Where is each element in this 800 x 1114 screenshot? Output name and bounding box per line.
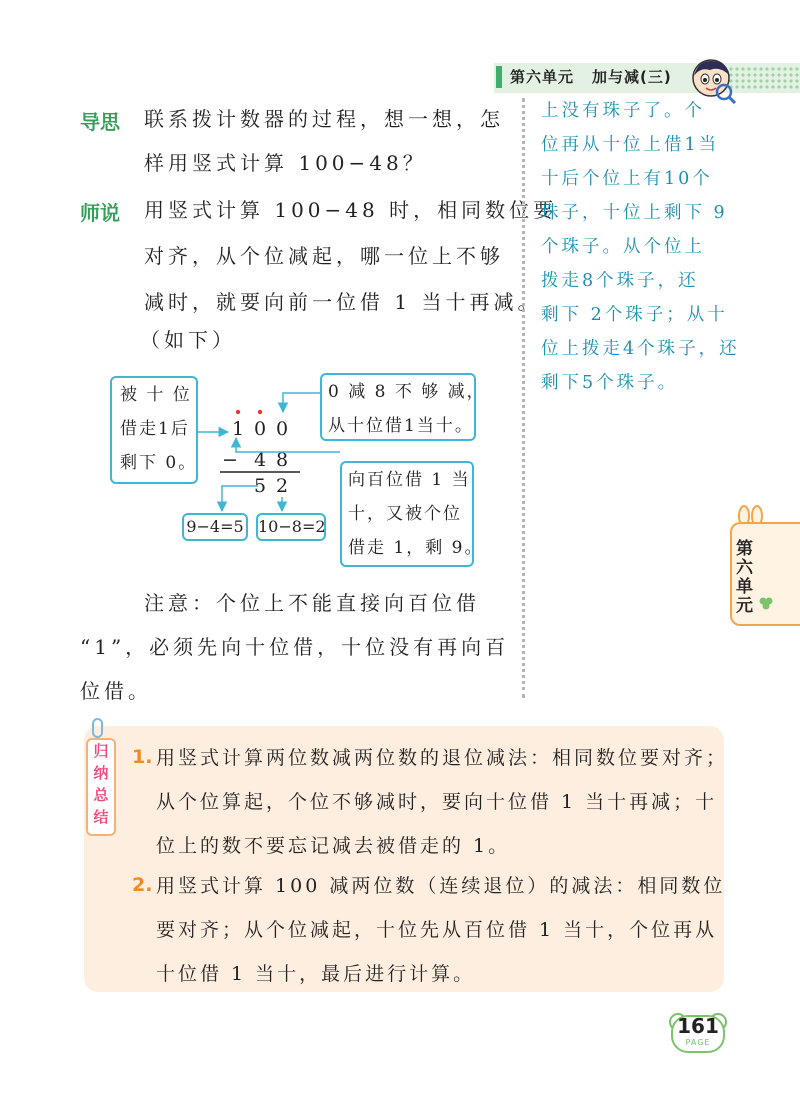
summary-item-1-number: 1.: [132, 746, 153, 768]
diagram-box-left-line-2: 借走1后: [120, 419, 190, 439]
clover-icon: [758, 596, 774, 612]
diagram-box-left-line-1: 被 十 位: [120, 385, 192, 405]
teacher-line-4: （如下）: [140, 328, 236, 352]
summary-item-2-line-1: 用竖式计算 100 减两位数（连续退位）的减法：相同数位: [156, 875, 726, 897]
diagram-box-bottom-right-line-3: 借走 1，剩 9。: [348, 538, 484, 558]
summary-item-1-line-1: 用竖式计算两位数减两位数的退位减法：相同数位要对齐；: [156, 747, 729, 769]
summary-item-2-line-3: 十位借 1 当十，最后进行计算。: [156, 963, 476, 985]
borrow-dot-tens: [258, 410, 262, 414]
arrow-bottom-right-box: [236, 438, 340, 452]
diagram-box-left-line-3: 剩下 0。: [120, 453, 198, 473]
subtrahend-ones: 8: [276, 449, 289, 471]
side-line: 珠子，十位上剩下 9: [541, 203, 728, 223]
unit-tab-label: 第六单元: [736, 539, 753, 616]
header-title: [510, 66, 690, 87]
clip-icon: [88, 718, 108, 740]
summary-tag-char: 结: [93, 808, 109, 826]
think-line-1: 联系拨计数器的过程，想一想，怎: [144, 107, 504, 131]
minuend-tens: 0: [254, 418, 267, 440]
summary-item-1-line-2: 从个位算起，个位不够减时，要向十位借 1 当十再减；十: [156, 791, 718, 813]
note-line-2: “1”，必须先向十位借，十位没有再向百: [80, 635, 510, 659]
summary-tag-char: 总: [93, 786, 109, 804]
note-line-1: 注意：个位上不能直接向百位借: [144, 591, 480, 615]
diagram-box-bottom-right-line-1: 向百位借 1 当: [348, 470, 471, 490]
side-line: 位上拨走4个珠子，还: [541, 339, 740, 359]
side-divider: [522, 98, 525, 698]
result-ones: 2: [276, 475, 289, 497]
teacher-tag: 师说: [80, 201, 120, 225]
side-line: 上没有珠子了。个: [541, 101, 705, 121]
header-dot-pattern: [728, 66, 800, 90]
note-line-3: 位借。: [80, 679, 152, 703]
result-tens: 5: [254, 475, 267, 497]
diagram-box-top-right-line-2: 从十位借1当十。: [328, 416, 474, 436]
teacher-line-1: 用竖式计算 100−48 时，相同数位要: [144, 198, 558, 222]
teacher-line-3: 减时，就要向前一位借 1 当十再减。: [144, 290, 542, 314]
page-label: PAGE: [685, 1038, 711, 1047]
header-unit: 第六单元: [510, 68, 575, 86]
arrow-calc-tens: [222, 486, 258, 511]
diagram-box-bottom-right-line-2: 十，又被个位: [348, 504, 462, 524]
side-notes: [541, 94, 741, 400]
minuend-hundreds: 1: [232, 418, 245, 440]
summary-tag-char: 归: [93, 742, 109, 760]
side-line: 十后个位上有10个: [541, 169, 713, 189]
summary-item-2-line-2: 要对齐；从个位减起，十位先从百位借 1 当十，个位再从: [156, 919, 718, 941]
minus-sign: −: [222, 449, 238, 471]
summary-tag-char: 纳: [93, 764, 109, 782]
calc-tens-box: 9−4=5: [182, 513, 248, 541]
teacher-line-2: 对齐，从个位减起，哪一位上不够: [144, 244, 504, 268]
think-line-2: 样用竖式计算 100−48？: [144, 151, 427, 175]
page-number: 161: [677, 1014, 719, 1038]
side-line: 个珠子。从个位上: [541, 237, 705, 257]
calc-ones-box: 10−8=2: [256, 513, 326, 541]
side-line: 剩下 2个珠子；从十: [541, 305, 728, 325]
diagram-box-top-right-line-1: 0 减 8 不 够 减，: [328, 382, 486, 402]
summary-item-1-line-3: 位上的数不要忘记减去被借走的 1。: [156, 835, 511, 857]
minuend-ones: 0: [276, 418, 289, 440]
side-line: 剩下5个珠子。: [541, 373, 679, 393]
side-line: 位再从十位上借1当: [541, 135, 720, 155]
arrow-top-right-box: [283, 393, 320, 412]
subtrahend-tens: 4: [254, 449, 267, 471]
think-tag: 导思: [80, 110, 120, 134]
summary-tag: [86, 738, 116, 836]
summary-item-2-number: 2.: [132, 874, 153, 896]
borrow-dot-hundreds: [236, 410, 240, 414]
side-line: 拨走8个珠子，还: [541, 271, 699, 291]
diagram-lines: [0, 0, 520, 600]
header-topic: 加与减(三): [592, 68, 672, 86]
